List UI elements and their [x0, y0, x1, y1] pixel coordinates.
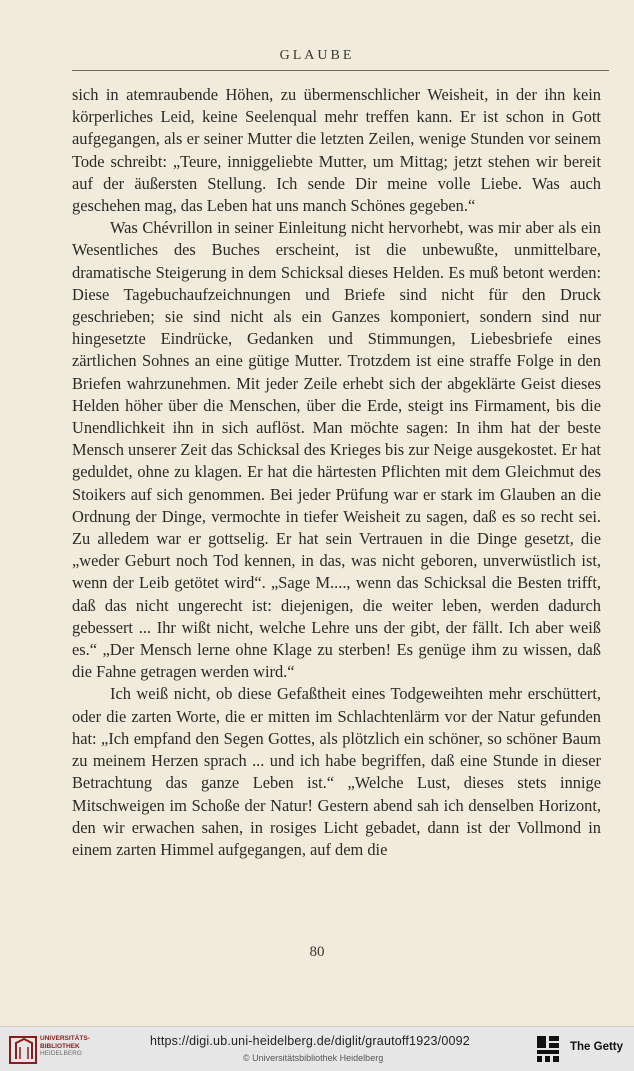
getty-label: The Getty: [570, 1041, 624, 1053]
paragraph-2: Was Chévrillon in seiner Einleitung nicht hervorhebt, was mir aber als ein Wesentliches des Buches erscheint, ist die unbewußte, unmittelbare, dramatische Steigerung in dem Schicksal dieses Helden. Es muß betont werden: Diese Tagebuchaufzeichnungen und Briefe sind nicht für den Druck geschrieben; sie sind nicht als ein Ganzes komponiert, sondern sind nur hingesetzte Eindrücke, Gedanken und Stimmungen, Liebesbriefe eines zärtlichen Sohnes an eine gütige Mutter. Trotzdem ist eine straffe Folge in den Briefen wahrzunehmen. Mit jeder Zeile erhebt sich der abgeklärte Geist dieses Helden höher über die Menschen, über die Erde, steigt ins Firmament, bis die Unendlichkeit ihn in sich auflöst. Man möchte sagen: In ihm hat der beste Mensch unserer Zeit das Schicksal des Krieges bis zur Neige ausgekostet. Er hat geduldet, ohne zu klagen. Er hat die härtesten Pflichten mit dem Gleichmut des Stoikers auf sich genommen. Bei jeder Prüfung war er stark im Glauben an die Ordnung der Dinge, vermochte in tiefer Weisheit zu sagen, daß es so recht sei. Zu alledem war er gottselig. Er hat sein Vertrauen in die Dinge gesetzt, die „weder Geburt noch Tod kennen, in das, was nicht geboren, unverwüstlich ist, wenn der Leib getötet wird“. „Sage M...., wenn das Schicksal die Besten trifft, daß das nicht ungerecht ist: diejenigen, die weiter leben, werden dadurch gebessert ... Ihr wißt nicht, welche Lehre uns der gibt, der fällt. Ich aber weiß es.“ „Der Mensch lerne ohne Klage zu sterben! Es genüge ihm zu wissen, daß die Fahne getragen werden wird.“: [72, 218, 601, 682]
permalink-url[interactable]: https://digi.ub.uni-heidelberg.de/diglit/grautoff1923/0092: [150, 1034, 470, 1048]
page-number: 80: [309, 944, 325, 960]
getty-logo-icon: [536, 1035, 560, 1063]
body-text: [72, 84, 601, 861]
paragraph-3: Ich weiß nicht, ob diese Gefaßtheit eines Todgeweihten mehr erschüttert, oder die zarten Worte, die er mitten im Schlachtenlärm vor der Natur gefunden hat: „Ich empfand den Segen Gottes, als plötzlich ein schöner, so schöner Baum zu meinem Herzen sprach ... und ich habe begriffen, daß eine Stunde in dieser Betrachtung das ganze Leben ist.“ „Welche Lust, dieses stets innige Mitschweigen im Schoße der Natur! Gestern abend sah ich denselben Horizont, den wir erwachen sahen, in rosiges Licht gebadet, dann ist der Vollmond in einem zarten Himmel aufgegangen, auf dem die: [72, 684, 601, 859]
copyright-notice: © Universitätsbibliothek Heidelberg: [243, 1053, 384, 1063]
viewer-footer: [0, 1026, 634, 1071]
library-name: UNIVERSITÄTS- BIBLIOTHEK HEIDELBERG: [40, 1035, 90, 1057]
running-header: GLAUBE: [279, 48, 355, 63]
library-logo-icon: [8, 1033, 40, 1065]
header-rule: [72, 70, 609, 71]
paragraph-1: sich in atemraubende Höhen, zu übermenschlicher Weisheit, in der ihn kein körperliches Leid, keine Seelenqual mehr treffen kann. Er ist schon in Gott aufgegangen, als er seiner Mutter die letzten Zeilen, wenige Stunden vor seinem Tode schreibt: „Teure, inniggeliebte Mutter, um Mittag; jetzt stehen wir bereit auf der äußersten Stellung. Ich sende Dir meine volle Liebe. Was auch geschehen mag, das Leben hat uns manch Schönes gegeben.“: [72, 85, 601, 216]
